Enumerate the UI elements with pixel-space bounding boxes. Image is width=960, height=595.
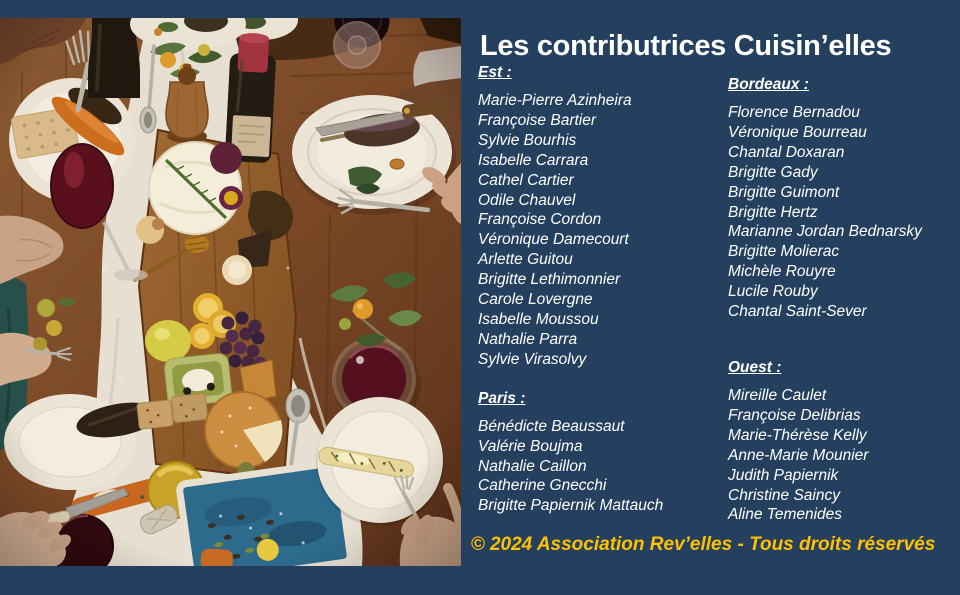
contributor-name: Valérie Boujma [478, 437, 583, 455]
contributor-name: Marie-Thérèse Kelly [728, 426, 867, 444]
contributor-name: Chantal Doxaran [728, 143, 845, 161]
contributor-name: Florence Bernadou [728, 104, 860, 121]
contributor-name: Bénédicte Beaussaut [478, 417, 625, 435]
contributor-name: Brigitte Lethimonnier [478, 271, 621, 289]
section-bordeaux [728, 76, 960, 322]
contributor-name: Françoise Cordon [478, 211, 602, 229]
table-photo-illustration [0, 18, 461, 566]
contributor-name: Françoise Bartier [478, 111, 597, 129]
contributor-name: Nathalie Parra [478, 330, 578, 348]
page-title: Les contributrices Cuisin’elles [480, 30, 892, 62]
content-panel [462, 0, 960, 595]
contributor-name: Sylvie Virasolvy [478, 350, 587, 368]
ouest-name-list [728, 386, 960, 525]
contributor-name: Marianne Jordan Bednarsky [728, 223, 922, 241]
copyright-footer: © 2024 Association Rev’elles - Tous droits réservés [470, 534, 936, 555]
dinner-table-photo [0, 18, 461, 566]
section-bordeaux-header: Bordeaux : [728, 76, 809, 93]
contributor-name: Lucile Rouby [728, 283, 818, 301]
contributor-name: Véronique Bourreau [728, 123, 867, 141]
contributor-name: Isabelle Moussou [478, 310, 599, 328]
bordeaux-name-list [728, 103, 960, 322]
contributor-name: Brigitte Gady [728, 163, 818, 181]
photo-vignette [0, 18, 461, 566]
contributor-name: Isabelle Carrara [478, 151, 589, 169]
contributor-name: Michèle Rouyre [728, 263, 836, 281]
contributor-name: Nathalie Caillon [478, 457, 587, 475]
contributor-name: Mireille Caulet [728, 386, 827, 404]
contributor-name: Judith Papiernik [728, 466, 839, 484]
name-columns [478, 64, 960, 525]
contributor-name: Véronique Damecourt [478, 231, 629, 249]
paris-name-list [478, 417, 728, 517]
contributor-name: Aline Temenides [728, 506, 843, 524]
contributor-name: Cathel Cartier [478, 171, 574, 189]
est-name-list [478, 91, 728, 370]
contributor-name: Carole Lovergne [478, 291, 593, 309]
contributor-name: Anne-Marie Mounier [728, 446, 869, 464]
contributor-name: Sylvie Bourhis [478, 131, 577, 149]
contributor-name: Françoise Delibrias [728, 406, 861, 424]
contributor-name: Brigitte Guimont [728, 183, 840, 201]
section-est [478, 64, 728, 370]
column-right [728, 64, 960, 525]
section-est-header: Est : [478, 64, 512, 81]
contributor-name: Arlette Guitou [478, 251, 573, 269]
contributor-name: Christine Saincy [728, 486, 840, 504]
contributor-name: Brigitte Molierac [728, 243, 840, 261]
section-ouest [728, 359, 960, 525]
contributor-name: Marie-Pierre Azinheira [478, 92, 632, 109]
contributor-name: Chantal Saint-Sever [728, 303, 867, 321]
contributor-name: Brigitte Papiernik Mattauch [478, 497, 664, 515]
contributor-name: Brigitte Hertz [728, 203, 818, 221]
section-paris [478, 390, 728, 517]
column-left [478, 64, 728, 525]
section-paris-header: Paris : [478, 389, 526, 407]
section-ouest-header: Ouest : [728, 358, 782, 376]
contributor-name: Catherine Gnecchi [478, 477, 607, 495]
contributor-name: Odile Chauvel [478, 191, 576, 209]
